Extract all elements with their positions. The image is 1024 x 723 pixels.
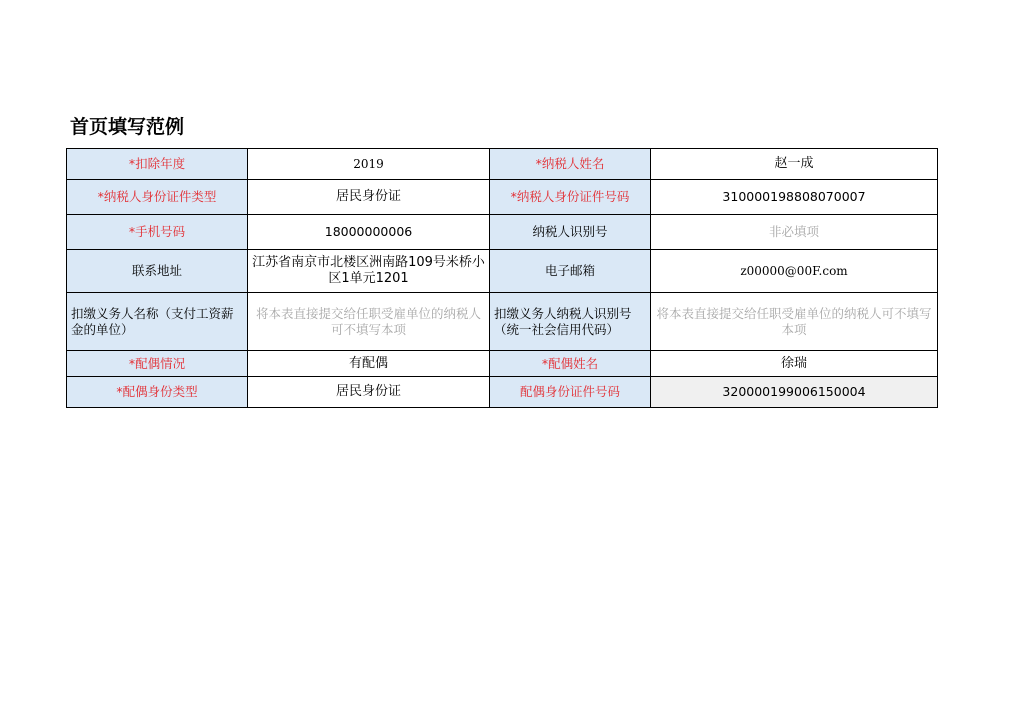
label-taxpayer-tin: 纳税人识别号 [490,215,651,250]
label-phone: *手机号码 [67,215,248,250]
value-taxpayer-name: 赵一成 [651,149,938,180]
label-email: 电子邮箱 [490,250,651,293]
label-address: 联系地址 [67,250,248,293]
row-withholding-agent [67,293,938,351]
label-spouse-id-number: 配偶身份证件号码 [490,377,651,408]
value-spouse-name: 徐瑞 [651,351,938,377]
row-phone-tin [67,215,938,250]
value-spouse-status: 有配偶 [248,351,490,377]
example-form-table [66,148,938,408]
label-taxpayer-id-number: *纳税人身份证件号码 [490,180,651,215]
value-email: z00000@00F.com [651,250,938,293]
label-taxpayer-name: *纳税人姓名 [490,149,651,180]
page-title: 首页填写范例 [70,116,185,138]
value-phone: 18000000006 [248,215,490,250]
row-spouse-id [67,377,938,408]
label-spouse-status: *配偶情况 [67,351,248,377]
label-taxpayer-id-type: *纳税人身份证件类型 [67,180,248,215]
value-withholding-agent-name: 将本表直接提交给任职受雇单位的纳税人可不填写本项 [248,293,490,351]
row-deduction-year [67,149,938,180]
label-spouse-name: *配偶姓名 [490,351,651,377]
row-spouse-status [67,351,938,377]
label-withholding-agent-name: 扣缴义务人名称（支付工资薪金的单位） [67,293,248,351]
row-id-type-number [67,180,938,215]
value-spouse-id-type: 居民身份证 [248,377,490,408]
value-taxpayer-id-number: 310000198808070007 [651,180,938,215]
value-deduction-year: 2019 [248,149,490,180]
value-address: 江苏省南京市北楼区洲南路109号米桥小区1单元1201 [248,250,490,293]
value-taxpayer-tin: 非必填项 [651,215,938,250]
label-spouse-id-type: *配偶身份类型 [67,377,248,408]
row-address-email [67,250,938,293]
label-withholding-agent-tin: 扣缴义务人纳税人识别号（统一社会信用代码） [490,293,651,351]
label-deduction-year: *扣除年度 [67,149,248,180]
value-spouse-id-number: 320000199006150004 [651,377,938,408]
value-taxpayer-id-type: 居民身份证 [248,180,490,215]
value-withholding-agent-tin: 将本表直接提交给任职受雇单位的纳税人可不填写本项 [651,293,938,351]
